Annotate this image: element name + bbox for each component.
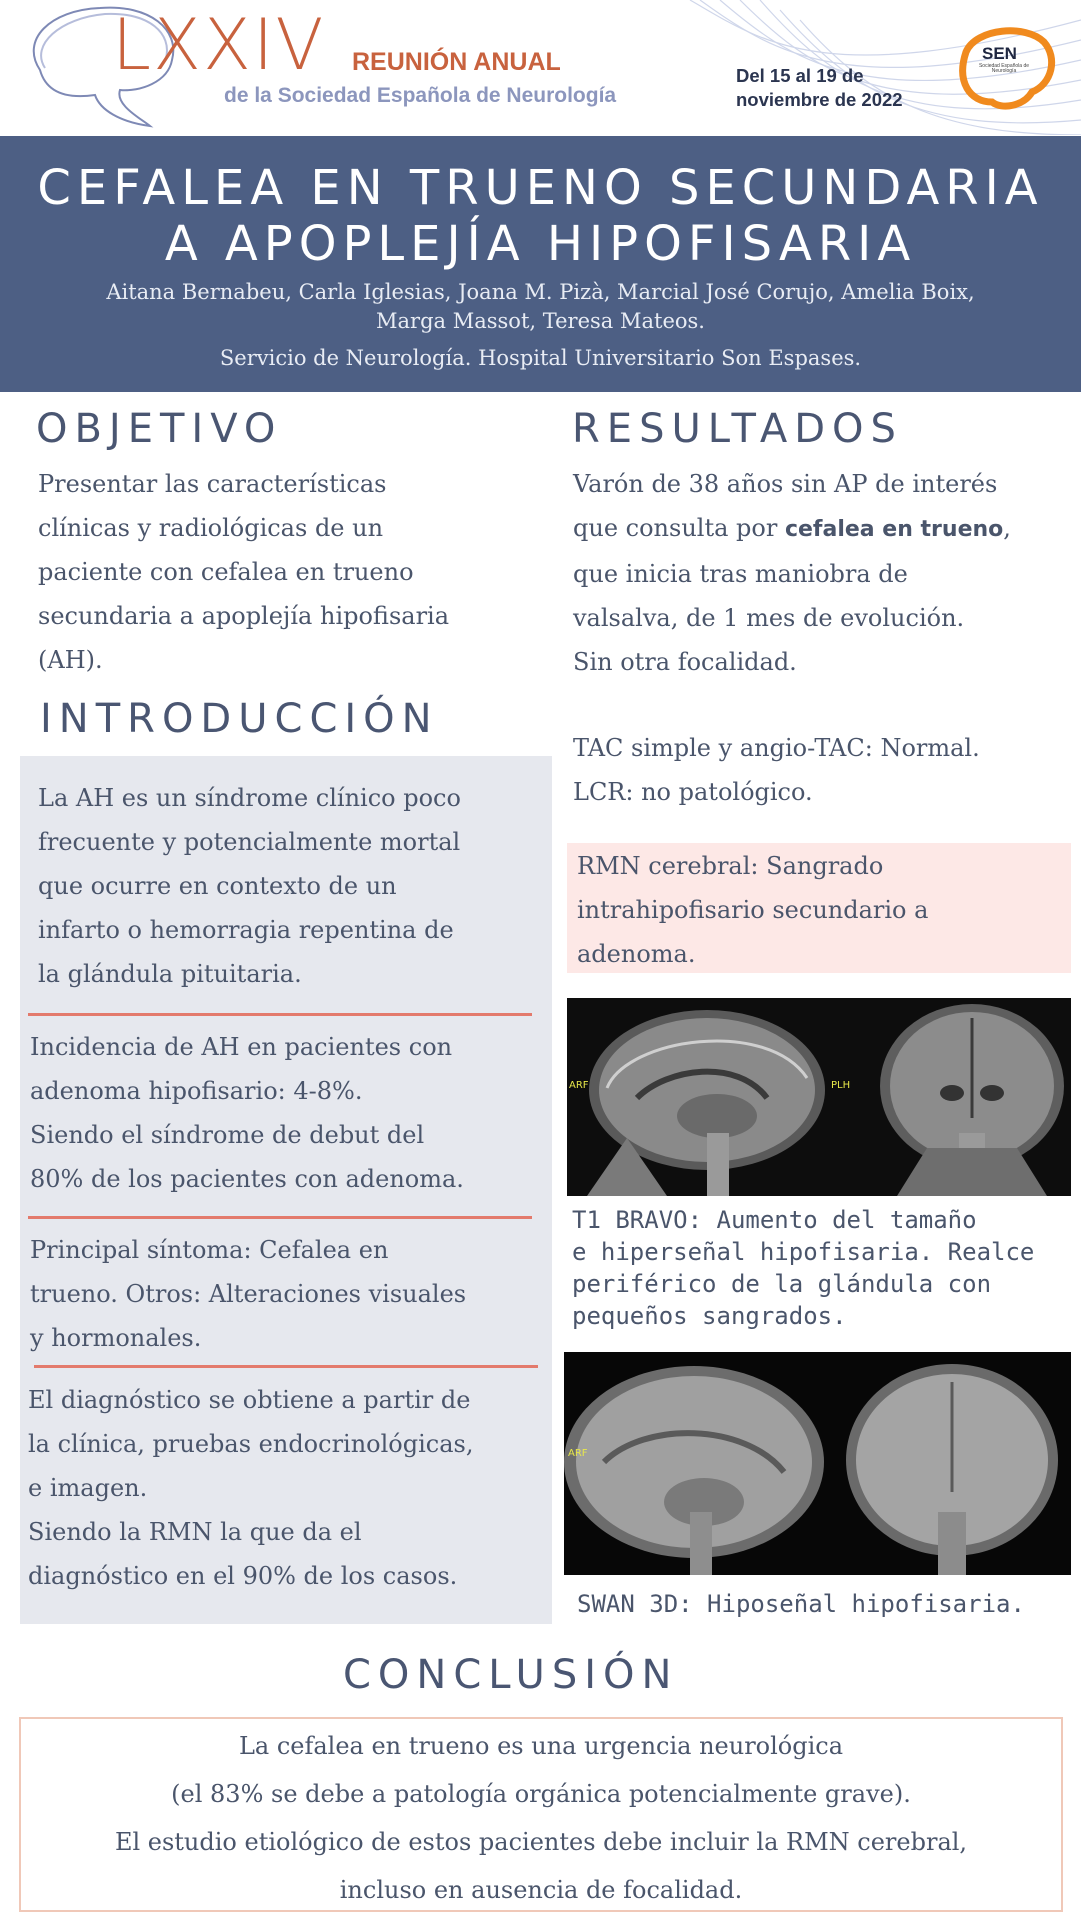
resultados-line: LCR: no patológico. (573, 778, 813, 806)
resultados-line (573, 506, 1073, 552)
resultados-line: que inicia tras maniobra de (573, 560, 908, 588)
resultados-line: TAC simple y angio-TAC: Normal. (573, 734, 980, 762)
poster-title-band (0, 136, 1081, 392)
affiliation: Servicio de Neurología. Hospital Universitario Son Espases. (219, 346, 862, 370)
mri-swan-scan-drawing (564, 1352, 1071, 1575)
caption-line: periférico de la glándula con (572, 1270, 992, 1298)
intro-divider (34, 1365, 538, 1368)
caption-t1-bravo (572, 1204, 1072, 1332)
objetivo-heading: OBJETIVO (36, 406, 283, 452)
rmn-text (577, 844, 1067, 976)
conclusion-line: (el 83% se debe a patología orgánica potencialmente grave). (171, 1780, 911, 1808)
intro-line: adenoma hipofisario: 4-8%. (30, 1077, 363, 1105)
congress-dates (736, 64, 903, 112)
authors-line-1: Aitana Bernabeu, Carla Iglesias, Joana M. Pizà, Marcial José Corujo, Amelia Boix, (106, 280, 975, 304)
objetivo-line: paciente con cefalea en trueno (38, 558, 414, 586)
conclusion-line: La cefalea en trueno es una urgencia neurológica (238, 1732, 844, 1760)
caption-swan-3d: SWAN 3D: Hiposeñal hipofisaria. (577, 1590, 1025, 1618)
introduccion-heading: INTRODUCCIÓN (40, 696, 439, 742)
intro-line: que ocurre en contexto de un (38, 872, 397, 900)
resultados-heading: RESULTADOS (572, 406, 903, 452)
intro-line: la clínica, pruebas endocrinológicas, (28, 1430, 474, 1458)
mri-orientation-label: PLH (831, 1080, 851, 1091)
intro-line: frecuente y potencialmente mortal (38, 828, 461, 856)
intro-line: El diagnóstico se obtiene a partir de (28, 1386, 471, 1414)
authors (0, 278, 1081, 336)
intro-line: e imagen. (28, 1474, 148, 1502)
resultados-paragraph-1 (573, 462, 1073, 684)
intro-line: la glándula pituitaria. (38, 960, 302, 988)
poster-title-line-2: A APOPLEJÍA HIPOFISARIA (164, 216, 917, 272)
intro-line: y hormonales. (30, 1324, 202, 1352)
resultados-text: , (1003, 514, 1011, 542)
mri-orientation-label: ARF (569, 1080, 589, 1091)
intro-block-2 (30, 1025, 550, 1201)
conclusion-line: El estudio etiológico de estos pacientes debe incluir la RMN cerebral, (114, 1828, 968, 1856)
highlight-cefalea-en-trueno: cefalea en trueno (784, 517, 1004, 542)
intro-block-1 (38, 776, 548, 996)
intro-line: Incidencia de AH en pacientes con (30, 1033, 453, 1061)
intro-line: infarto o hemorragia repentina de (38, 916, 454, 944)
intro-divider (28, 1216, 532, 1219)
objetivo-line: Presentar las características (38, 470, 387, 498)
intro-line: diagnóstico en el 90% de los casos. (28, 1562, 458, 1590)
objetivo-text (38, 462, 558, 682)
sen-logo-subtext: Sociedad Española de Neurología (978, 63, 1030, 74)
resultados-paragraph-2 (573, 726, 1073, 814)
intro-line: Siendo el síndrome de debut del (30, 1121, 425, 1149)
conclusion-text (19, 1722, 1063, 1914)
sen-logo-text: SEN (982, 44, 1017, 63)
intro-line: Siendo la RMN la que da el (28, 1518, 362, 1546)
mri-t1-bravo-image (567, 998, 1071, 1196)
objetivo-line: secundaria a apoplejía hipofisaria (38, 602, 450, 630)
mri-swan-3d-image (564, 1352, 1071, 1575)
intro-line: trueno. Otros: Alteraciones visuales (30, 1280, 467, 1308)
rmn-line: intrahipofisario secundario a (577, 896, 929, 924)
intro-block-4 (28, 1378, 552, 1598)
reunion-anual-label: REUNIÓN ANUAL (352, 48, 561, 76)
intro-line: La AH es un síndrome clínico poco (38, 784, 461, 812)
objetivo-line: clínicas y radiológicas de un (38, 514, 384, 542)
authors-line-2: Marga Massot, Teresa Mateos. (376, 309, 705, 333)
caption-line: T1 BRAVO: Aumento del tamaño (572, 1206, 977, 1234)
society-name: de la Sociedad Española de Neurología (224, 84, 617, 107)
resultados-line: Sin otra focalidad. (573, 648, 797, 676)
resultados-text: que consulta por (573, 514, 785, 542)
mri-orientation-label: ARF (568, 1448, 588, 1459)
intro-block-3 (30, 1228, 550, 1360)
objetivo-line: (AH). (38, 646, 103, 674)
rmn-line: adenoma. (577, 940, 696, 968)
intro-line: 80% de los pacientes con adenoma. (30, 1165, 464, 1193)
congress-edition-numeral: LXXIV (112, 4, 326, 86)
poster-title-line-1: CEFALEA EN TRUENO SECUNDARIA (37, 160, 1044, 216)
congress-header (0, 0, 1081, 135)
intro-line: Principal síntoma: Cefalea en (30, 1236, 389, 1264)
resultados-line: valsalva, de 1 mes de evolución. (573, 604, 965, 632)
mri-t1-scan-drawing (567, 998, 1071, 1196)
dates-line-2: noviembre de 2022 (736, 89, 903, 110)
caption-line: pequeños sangrados. (572, 1302, 847, 1330)
resultados-line: Varón de 38 años sin AP de interés (573, 470, 998, 498)
intro-divider (28, 1013, 532, 1016)
rmn-line: RMN cerebral: Sangrado (577, 852, 884, 880)
conclusion-heading: CONCLUSIÓN (343, 1652, 679, 1698)
caption-line: e hiperseñal hipofisaria. Realce (572, 1238, 1035, 1266)
conclusion-line: incluso en ausencia de focalidad. (339, 1876, 743, 1904)
dates-line-1: Del 15 al 19 de (736, 65, 864, 86)
